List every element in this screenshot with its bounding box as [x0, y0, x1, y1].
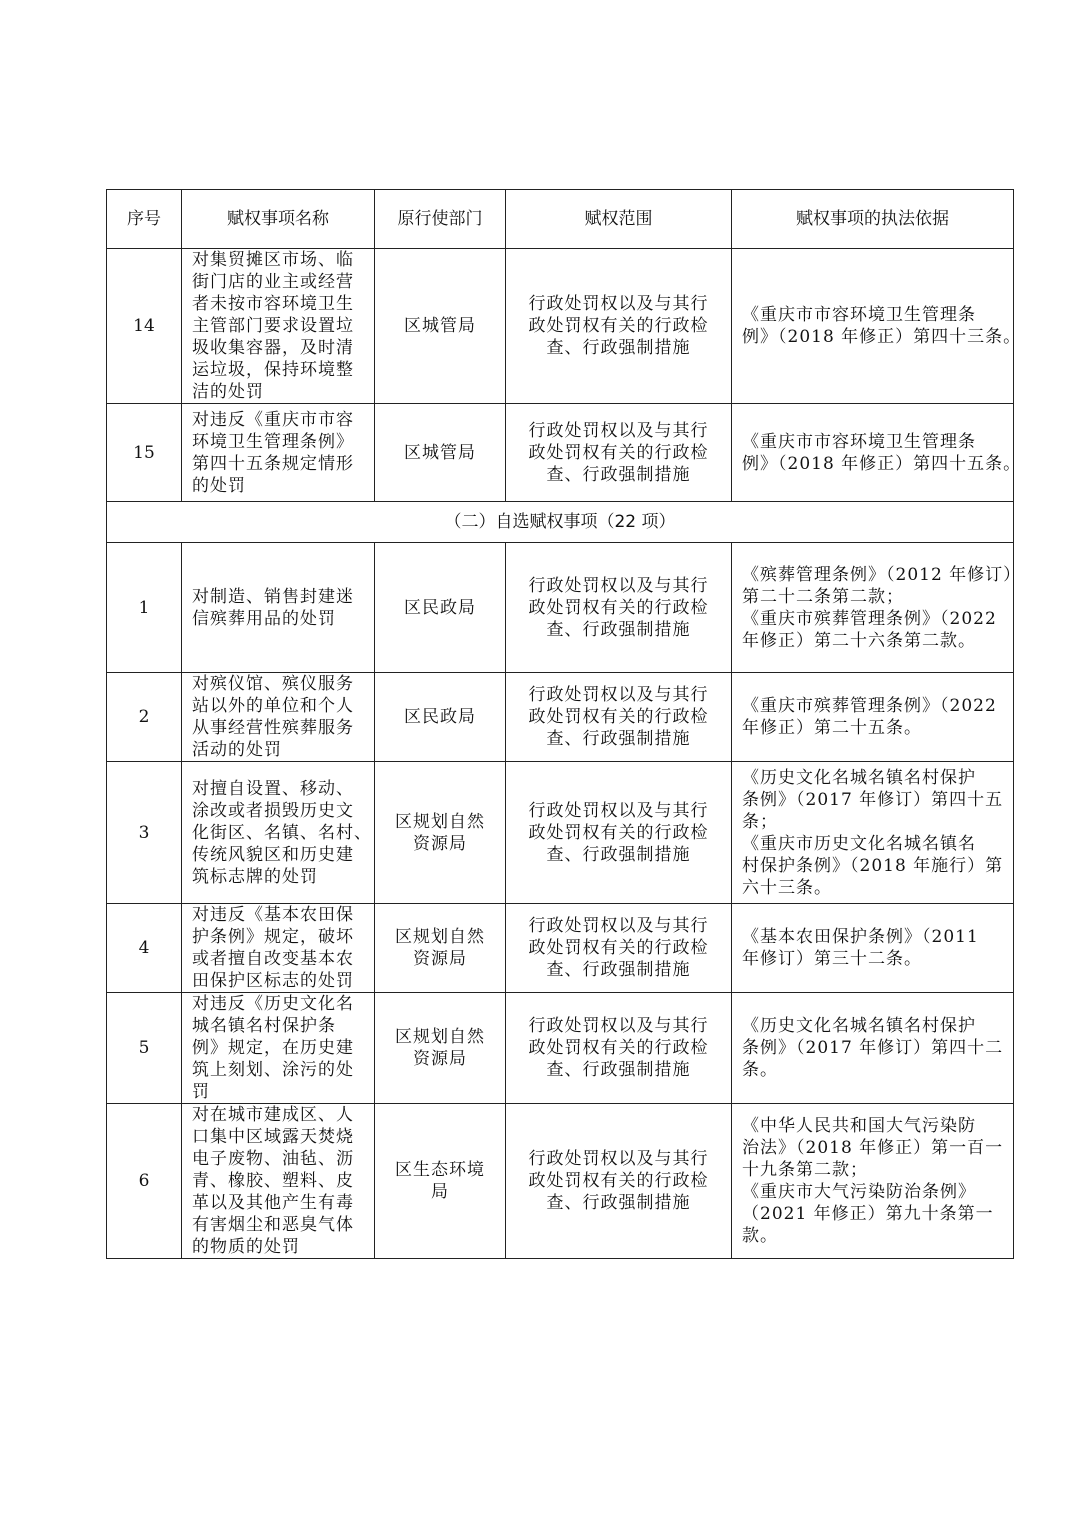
row-number: 2	[107, 673, 182, 762]
row-original-dept-line: 局	[431, 1182, 449, 1202]
row-number: 1	[107, 543, 182, 673]
row-original-dept-line: 区民政局	[404, 597, 476, 618]
row-original-dept-line: 资源局	[413, 833, 467, 854]
row-scope	[506, 993, 732, 1104]
row-legal-basis-line: 《基本农田保护条例》（2011	[742, 927, 979, 947]
row-number: 6	[107, 1104, 182, 1259]
row-legal-basis-line: 《历史文化名城名镇名村保护	[742, 1016, 976, 1036]
row-original-dept-line: 区规划自然	[395, 927, 485, 947]
row-scope-line: 政处罚权有关的行政检	[528, 597, 709, 618]
table-row	[107, 249, 1014, 404]
row-item-name	[182, 993, 375, 1104]
row-item-name-line: 运垃圾，保持环境整	[192, 360, 354, 380]
row-legal-basis-line: 条；	[742, 811, 778, 832]
row-scope-line: 查、行政强制措施	[546, 844, 691, 865]
row-item-name-line: 对制造、销售封建迷	[192, 586, 354, 607]
row-scope-line: 行政处罚权以及与其行	[528, 294, 709, 314]
header-number: 序号	[107, 190, 182, 249]
row-item-name-line: 活动的处罚	[192, 740, 282, 760]
table-row	[107, 904, 1014, 993]
row-item-name-line: 第四十五条规定情形	[192, 453, 354, 474]
row-scope-line: 政处罚权有关的行政检	[528, 316, 709, 336]
row-item-name-line: 对擅自设置、移动、	[192, 778, 354, 799]
row-item-name-line: 主管部门要求设置垃	[192, 316, 354, 336]
row-legal-basis-line: 《历史文化名城名镇名村保护	[742, 767, 976, 788]
row-item-name-line: 筑标志牌的处罚	[192, 866, 318, 887]
row-original-dept-line: 区规划自然	[395, 1027, 485, 1047]
row-item-name-line: 者未按市容环境卫生	[192, 294, 354, 314]
header-legal-basis: 赋权事项的执法依据	[732, 190, 1014, 249]
row-scope-line: 行政处罚权以及与其行	[528, 420, 709, 441]
row-item-name-line: 信殡葬用品的处罚	[192, 608, 336, 629]
row-legal-basis-line: 《中华人民共和国大气污染防	[742, 1116, 976, 1136]
row-legal-basis	[732, 673, 1014, 762]
row-scope	[506, 762, 732, 904]
table-row	[107, 673, 1014, 762]
row-scope-line: 查、行政强制措施	[546, 338, 691, 358]
row-original-dept-line: 区城管局	[404, 442, 476, 463]
section-row-group	[107, 502, 1014, 543]
row-scope-line: 政处罚权有关的行政检	[528, 938, 709, 958]
row-item-name-line: 有害烟尘和恶臭气体	[192, 1215, 354, 1235]
row-item-name	[182, 673, 375, 762]
table-row	[107, 404, 1014, 502]
row-legal-basis-line: 条例》（2017 年修订）第四十五	[742, 789, 1004, 810]
row-scope-line: 查、行政强制措施	[546, 619, 691, 640]
row-number: 14	[107, 249, 182, 404]
row-original-dept	[375, 249, 506, 404]
row-item-name-line: 洁的处罚	[192, 382, 264, 402]
header-item-name: 赋权事项名称	[182, 190, 375, 249]
row-legal-basis-line: 条。	[742, 1060, 778, 1080]
row-number: 4	[107, 904, 182, 993]
row-item-name	[182, 249, 375, 404]
row-scope-line: 行政处罚权以及与其行	[528, 685, 709, 705]
row-original-dept	[375, 762, 506, 904]
row-legal-basis	[732, 1104, 1014, 1259]
table-header-row	[107, 190, 1014, 249]
table-body-part1	[107, 249, 1022, 502]
row-item-name-line: 化街区、名镇、名村、	[192, 822, 372, 843]
row-scope-line: 行政处罚权以及与其行	[528, 1149, 709, 1169]
row-item-name	[182, 904, 375, 993]
row-item-name-line: 对违反《重庆市市容	[192, 409, 354, 430]
row-item-name	[182, 762, 375, 904]
row-legal-basis-line: 《殡葬管理条例》（2012 年修订）	[742, 564, 1022, 585]
row-original-dept	[375, 673, 506, 762]
row-original-dept-line: 区城管局	[404, 316, 476, 336]
row-original-dept	[375, 993, 506, 1104]
row-scope	[506, 404, 732, 502]
row-legal-basis-line: 《重庆市殡葬管理条例》（2022	[742, 608, 997, 629]
row-legal-basis-line: 《重庆市市容环境卫生管理条	[742, 305, 976, 325]
row-original-dept-line: 资源局	[413, 949, 467, 969]
row-item-name-line: 革以及其他产生有毒	[192, 1193, 354, 1213]
section-title: （二）自选赋权事项（22 项）	[107, 502, 1014, 543]
row-item-name-line: 对违反《历史文化名	[192, 994, 354, 1014]
row-original-dept	[375, 904, 506, 993]
row-item-name-line: 传统风貌区和历史建	[192, 844, 354, 865]
row-scope	[506, 673, 732, 762]
row-original-dept-line: 资源局	[413, 1049, 467, 1069]
row-item-name-line: 对殡仪馆、殡仪服务	[192, 674, 354, 694]
row-scope-line: 行政处罚权以及与其行	[528, 1016, 709, 1036]
row-item-name-line: 口集中区域露天焚烧	[192, 1127, 354, 1147]
row-legal-basis	[732, 249, 1022, 404]
row-item-name	[182, 404, 375, 502]
row-legal-basis-line: （2021 年修正）第九十条第一	[742, 1204, 994, 1224]
row-legal-basis-line: 年修正）第二十五条。	[742, 718, 922, 738]
row-scope	[506, 904, 732, 993]
row-item-name-line: 城名镇名村保护条	[192, 1016, 336, 1036]
row-item-name	[182, 543, 375, 673]
row-scope-line: 查、行政强制措施	[546, 729, 691, 749]
row-scope-line: 政处罚权有关的行政检	[528, 1038, 709, 1058]
row-legal-basis-line: 例》（2018 年修正）第四十三条。	[742, 327, 1022, 347]
row-legal-basis	[732, 404, 1022, 502]
row-item-name-line: 护条例》规定，破坏	[192, 927, 354, 947]
table-body-part2	[107, 543, 1022, 1259]
row-legal-basis	[732, 904, 1014, 993]
row-legal-basis-line: 年修正）第二十六条第二款。	[742, 630, 976, 651]
row-legal-basis-line: 第二十二条第二款；	[742, 586, 904, 607]
row-legal-basis-line: 村保护条例》（2018 年施行）第	[742, 855, 1004, 876]
authorization-table	[106, 189, 1022, 1259]
row-original-dept	[375, 1104, 506, 1259]
row-scope-line: 查、行政强制措施	[546, 960, 691, 980]
row-item-name-line: 街门店的业主或经营	[192, 272, 354, 292]
row-scope-line: 行政处罚权以及与其行	[528, 800, 709, 821]
row-item-name-line: 例》规定，在历史建	[192, 1038, 354, 1058]
table-row	[107, 1104, 1014, 1259]
row-item-name	[182, 1104, 375, 1259]
row-number: 15	[107, 404, 182, 502]
section-row	[107, 502, 1014, 543]
row-item-name-line: 从事经营性殡葬服务	[192, 718, 354, 738]
row-original-dept-line: 区生态环境	[395, 1160, 485, 1180]
row-original-dept-line: 区规划自然	[395, 811, 485, 832]
row-item-name-line: 田保护区标志的处罚	[192, 971, 354, 991]
row-legal-basis-line: 款。	[742, 1226, 778, 1246]
row-number: 5	[107, 993, 182, 1104]
row-legal-basis-line: 年修订）第三十二条。	[742, 949, 922, 969]
row-legal-basis-line: 条例》（2017 年修订）第四十二	[742, 1038, 1004, 1058]
row-legal-basis	[732, 543, 1022, 673]
row-item-name-line: 对在城市建成区、人	[192, 1105, 354, 1125]
row-legal-basis-line: 六十三条。	[742, 877, 832, 898]
row-scope-line: 查、行政强制措施	[546, 1060, 691, 1080]
row-item-name-line: 环境卫生管理条例》	[192, 431, 354, 452]
row-legal-basis-line: 《重庆市殡葬管理条例》（2022	[742, 696, 997, 716]
row-scope-line: 行政处罚权以及与其行	[528, 575, 709, 596]
header-scope: 赋权范围	[506, 190, 732, 249]
row-original-dept	[375, 543, 506, 673]
row-legal-basis-line: 《重庆市历史文化名城名镇名	[742, 833, 976, 854]
row-legal-basis	[732, 762, 1014, 904]
row-original-dept	[375, 404, 506, 502]
row-scope-line: 查、行政强制措施	[546, 1193, 691, 1213]
row-scope-line: 政处罚权有关的行政检	[528, 822, 709, 843]
row-scope-line: 政处罚权有关的行政检	[528, 707, 709, 727]
table-row	[107, 543, 1014, 673]
row-original-dept-line: 区民政局	[404, 707, 476, 727]
row-legal-basis-line: 治法》（2018 年修正）第一百一	[742, 1138, 1004, 1158]
row-item-name-line: 筑上刻划、涂污的处	[192, 1060, 354, 1080]
row-item-name-line: 或者擅自改变基本农	[192, 949, 354, 969]
row-legal-basis	[732, 993, 1014, 1104]
header-original-dept: 原行使部门	[375, 190, 506, 249]
row-number: 3	[107, 762, 182, 904]
row-item-name-line: 站以外的单位和个人	[192, 696, 354, 716]
row-legal-basis-line: 《重庆市市容环境卫生管理条	[742, 431, 976, 452]
row-scope-line: 查、行政强制措施	[546, 464, 691, 485]
row-scope	[506, 1104, 732, 1259]
row-item-name-line: 电子废物、油毡、沥	[192, 1149, 354, 1169]
row-item-name-line: 的物质的处罚	[192, 1237, 300, 1257]
row-item-name-line: 罚	[192, 1082, 210, 1102]
row-scope-line: 行政处罚权以及与其行	[528, 916, 709, 936]
row-item-name-line: 的处罚	[192, 475, 246, 496]
table-row	[107, 993, 1014, 1104]
row-scope-line: 政处罚权有关的行政检	[528, 442, 709, 463]
table-row	[107, 762, 1014, 904]
row-scope-line: 政处罚权有关的行政检	[528, 1171, 709, 1191]
row-item-name-line: 青、橡胶、塑料、皮	[192, 1171, 354, 1191]
row-item-name-line: 涂改或者损毁历史文	[192, 800, 354, 821]
row-legal-basis-line: 例》（2018 年修正）第四十五条。	[742, 453, 1022, 474]
row-legal-basis-line: 《重庆市大气污染防治条例》	[742, 1182, 976, 1202]
row-scope	[506, 543, 732, 673]
row-scope	[506, 249, 732, 404]
row-item-name-line: 圾收集容器，及时清	[192, 338, 354, 358]
row-item-name-line: 对集贸摊区市场、临	[192, 250, 354, 270]
row-legal-basis-line: 十九条第二款；	[742, 1160, 868, 1180]
row-item-name-line: 对违反《基本农田保	[192, 905, 354, 925]
